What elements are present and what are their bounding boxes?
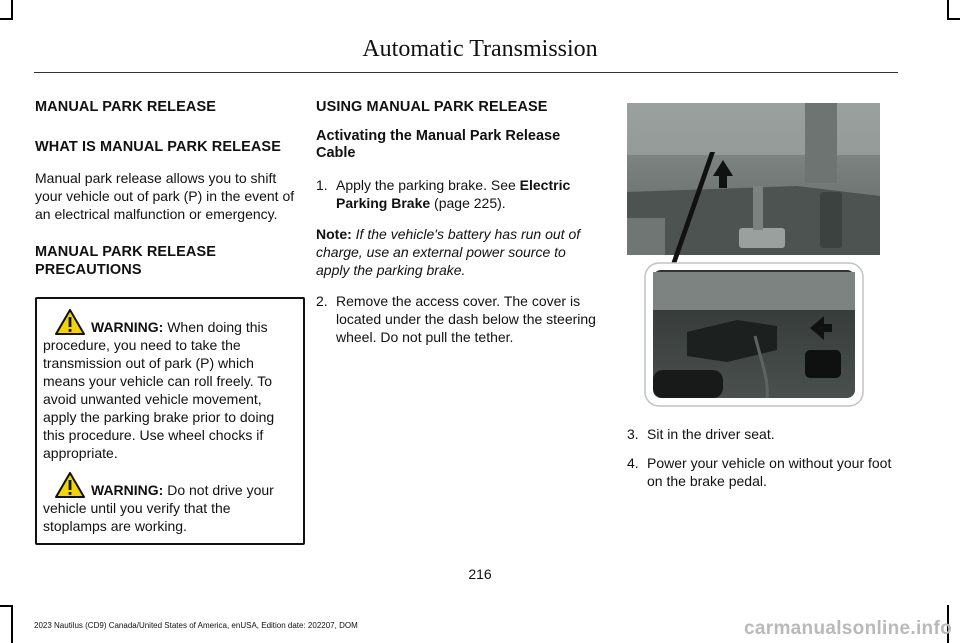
crop-mark-top-left-h bbox=[0, 18, 13, 20]
manual-park-release-illustration bbox=[627, 100, 897, 412]
warning-1-text: When doing this procedure, you need to take the transmission out of park (P) which means your vehicle can roll freely. To avoid unwanted vehicle movement, apply the parking brake prior to doing this procedure. Use wheel chocks if appropriate. bbox=[43, 319, 275, 461]
warning-2-text: Do not drive your vehicle until you verify that the stoplamps are working. bbox=[43, 482, 274, 534]
step-1 bbox=[316, 176, 598, 212]
warning-1-label: WARNING: bbox=[91, 319, 164, 335]
heading-activating: Activating the Manual Park Release Cable bbox=[316, 128, 561, 161]
column-left bbox=[35, 98, 305, 545]
step-3-number: 3. bbox=[627, 426, 639, 442]
step-2-text: Remove the access cover. The cover is located under the dash below the steering wheel. Do not pull the tether. bbox=[336, 293, 596, 345]
crop-mark-bottom-left-v bbox=[11, 605, 13, 643]
step-1-page-ref: (page 225). bbox=[430, 195, 506, 211]
header-rule bbox=[34, 72, 898, 73]
step-4-text: Power your vehicle on without your foot on the brake pedal. bbox=[647, 455, 892, 489]
page-number: 216 bbox=[468, 566, 492, 582]
step-3 bbox=[627, 425, 899, 443]
step-4-number: 4. bbox=[627, 455, 639, 471]
edition-footer: 2023 Nautilus (CD9) Canada/United States of America, enUSA, Edition date: 202207, DOM bbox=[34, 621, 358, 630]
step-3-text: Sit in the driver seat. bbox=[647, 426, 775, 442]
step-2-number: 2. bbox=[316, 293, 328, 309]
step-1-text: Apply the parking brake. See bbox=[336, 177, 520, 193]
note bbox=[316, 225, 598, 279]
electric-parking-brake-link[interactable]: Electric Parking Brake bbox=[336, 177, 571, 211]
warning-2-label: WARNING: bbox=[91, 482, 164, 498]
what-is-paragraph: Manual park release allows you to shift your vehicle out of park (P) in the event of an electrical malfunction or emergency. bbox=[35, 170, 295, 222]
note-text: If the vehicle's battery has run out of charge, use an external power source to apply the parking brake. bbox=[316, 226, 581, 278]
step-4 bbox=[627, 454, 899, 490]
heading-manual-park-release: MANUAL PARK RELEASE bbox=[35, 99, 217, 115]
crop-mark-top-right-h bbox=[947, 18, 960, 20]
access-cover bbox=[805, 350, 841, 378]
column-right bbox=[627, 425, 899, 490]
warning-box bbox=[35, 297, 305, 545]
heading-using: USING MANUAL PARK RELEASE bbox=[316, 99, 548, 115]
note-label: Note: bbox=[316, 226, 352, 242]
watermark: carmanualsonline.info bbox=[744, 618, 952, 639]
step-2 bbox=[316, 292, 598, 346]
page-header-title: Automatic Transmission bbox=[362, 36, 598, 62]
crop-mark-top-right-v bbox=[947, 0, 949, 20]
warning-triangle-icon bbox=[55, 309, 85, 335]
heading-what-is: WHAT IS MANUAL PARK RELEASE bbox=[35, 139, 281, 155]
heading-precautions: MANUAL PARK RELEASE PRECAUTIONS bbox=[35, 244, 217, 278]
crop-mark-bottom-left-h bbox=[0, 605, 13, 607]
column-middle bbox=[316, 98, 598, 346]
warning-1 bbox=[43, 309, 297, 462]
warning-2 bbox=[43, 472, 297, 535]
crop-mark-top-left-v bbox=[11, 0, 13, 20]
brake-pedal bbox=[739, 228, 785, 248]
warning-triangle-icon bbox=[55, 472, 85, 498]
accelerator-pedal bbox=[820, 192, 842, 248]
step-1-number: 1. bbox=[316, 177, 328, 193]
